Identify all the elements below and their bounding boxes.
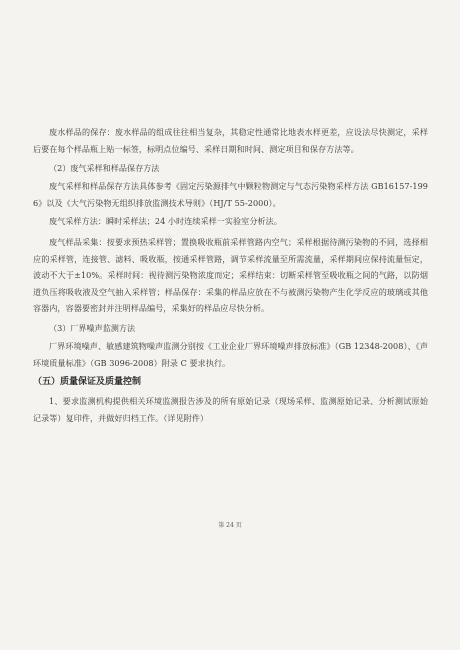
quality-assurance-heading: （五）质量保证及质量控制 [33,377,142,388]
gas-method-paragraph: 废气采样和样品保存方法具体参考《固定污染源排气中颗粒物测定与气态污染物采样方法 GB16157-1996》以及《大气污染物无组织排放监测技术导则》（HJ/T 55-2000）。 [33,181,428,208]
noise-heading: （3）厂界噪声监测方法 [49,322,136,333]
page-body [33,124,428,426]
quality-assurance-item-1: 1、要求监测机构提供相关环境监测报告涉及的所有原始记录（现场采样、监测原始记录、分析测试原始记录等）复印件，并做好归档工作。（详见附件） [33,396,428,423]
noise-method-paragraph: 厂界环境噪声、敏感建筑物噪声监测分别按《工业企业厂界环境噪声排放标准》（GB 12348-2008）、《声环境质量标准》（GB 3096-2008）附录 C 要求执行。 [33,340,428,368]
gas-preservation-paragraph: 废气样品采集：按要求预热采样管；置换吸收瓶前采样管路内空气；采样根据待测污染物的不同，选择相应的采样管，连接管、滤料、吸收瓶，按通采样管路，调节采样流量至所需流量，采样期间应保持流量恒定，波动不大于±10%。采样时间：视待测污染物浓度而定；采样结束：切断采样管至吸收瓶之间的气路，以防烟道负压将吸收液及空气抽入采样管；样品保存：采集的样品应放在不与被测污染物产生化学反应的玻璃或其他容器内，容器要密封并注明样品编号，采集好的样品应尽快分析。 [33,236,428,314]
page-number: 第 24 页 [218,522,242,529]
gas-sampling-heading: （2）废气采样和样品保存方法 [49,163,160,174]
waste-water-preservation-paragraph: 废水样品的保存：废水样品的组成往往相当复杂，其稳定性通常比地表水样更差，应设法尽快测定，采样后要在每个样品瓶上贴一标签，标明点位编号、采样日期和时间、测定项目和保存方法等。 [33,127,428,154]
gas-sampling-paragraph: 废气采样方法：瞬时采样法；24 小时连续采样一实验室分析法。 [49,216,282,227]
